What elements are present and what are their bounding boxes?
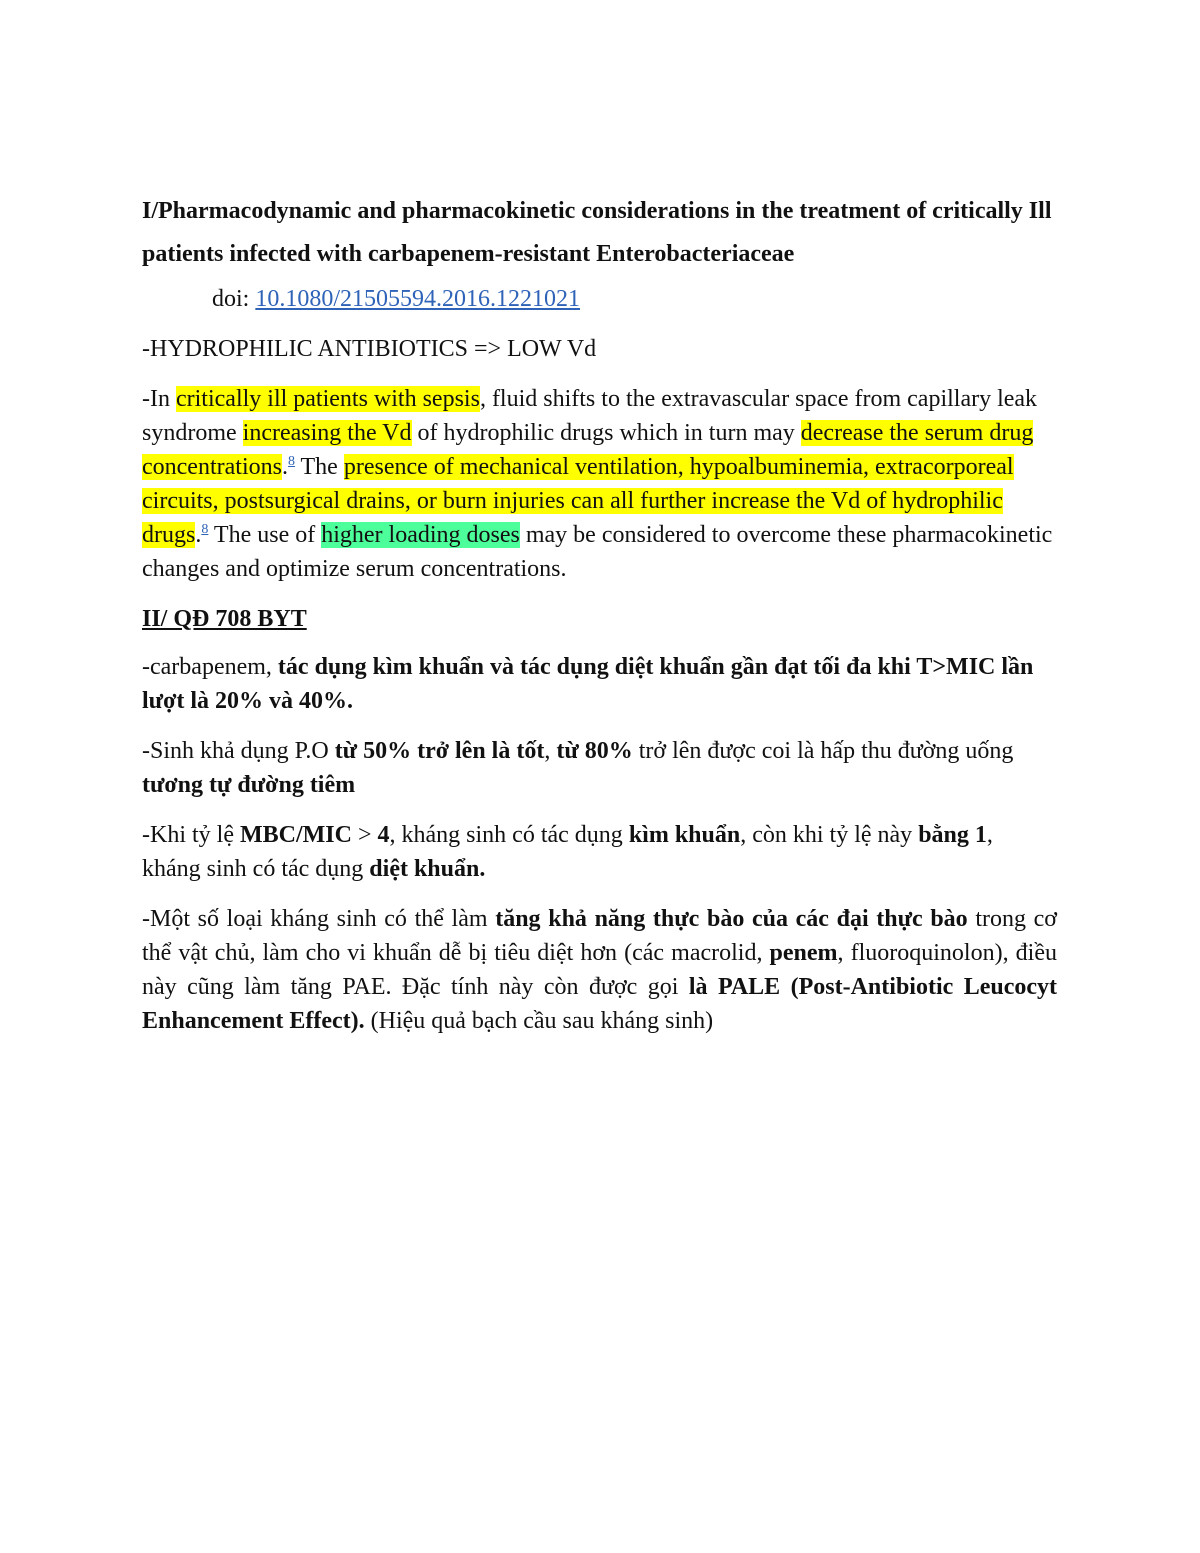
p4-text-4: , còn khi tỷ lệ này [740,822,919,848]
paragraph-sepsis [142,382,1057,586]
paragraph-pale [142,902,1057,1038]
p4-text-1: -Khi tỷ lệ [142,822,240,848]
p5-bold-2: penem [769,940,838,966]
p4-bold-3: kìm khuẩn [628,822,741,848]
paragraph-bioavailability [142,734,1057,802]
p1-text-4: . [281,454,288,480]
reference-link-1[interactable]: 8 [287,454,295,469]
p5-bold-1: tăng khả năng thực bào của các đại thực bào [495,906,968,932]
p3-bold-3: tương tự đường tiêm [142,772,356,798]
p4-bold-1: MBC/MIC [239,822,352,848]
p1-text-3: of hydrophilic drugs which in turn may [411,420,801,446]
doi-label: doi: [212,286,256,312]
doi-line [212,284,1057,314]
p3-bold-1: từ 50% trở lên là tốt [334,738,545,764]
document-page [142,190,1057,1054]
paragraph-carbapenem [142,650,1057,718]
p3-text-1: -Sinh khả dụng P.O [142,738,335,764]
p4-text-2: > [351,822,378,848]
p2-text-1: -carbapenem, [142,654,278,680]
p4-text-5: , kháng sinh có tác dụng [142,822,993,882]
p4-bold-5: diệt khuẩn. [369,856,486,882]
p2-bold-1: tác dụng kìm khuẩn và tác dụng diệt khuẩn gần đạt tối đa khi T>MIC lần lượt là 20% và 40%. [142,654,1034,714]
paragraph-mbc-mic [142,818,1057,886]
p1-highlight-green: higher loading doses [321,522,520,548]
section-2-heading: II/ QĐ 708 BYT [142,606,307,632]
reference-link-2[interactable]: 8 [201,522,209,537]
p3-text-3: trở lên được coi là hấp thu đường uống [632,738,1014,764]
p1-text-6: . [195,522,202,548]
p1-text-8: may be considered to overcome these pharmacokinetic changes and optimize serum concentrations. [142,522,1053,582]
p1-text-1: -In [142,386,176,412]
p5-bold-3: là PALE (Post-Antibiotic Leucocyt Enhancement Effect). [142,974,1058,1034]
p5-text-3: , fluoroquinolon), điều này cũng làm tăng PAE. Đặc tính này còn được gọi [142,940,1057,1000]
p1-highlight-3: decrease the serum drug concentrations [142,420,1034,480]
p5-text-4: (Hiệu quả bạch cầu sau kháng sinh) [364,1008,714,1034]
p4-bold-4: bằng 1 [918,822,987,848]
hydrophilic-heading: -HYDROPHILIC ANTIBIOTICS => LOW Vd [142,336,597,362]
p1-highlight-4: presence of mechanical ventilation, hypoalbuminemia, extracorporeal circuits, postsurgical drains, or burn injuries can all further increase the Vd of hydrophilic drugs [142,454,1014,548]
p5-text-2: trong cơ thể vật chủ, làm cho vi khuẩn dễ bị tiêu diệt hơn (các macrolid, [142,906,1057,966]
p3-text-2: , [544,738,557,764]
p1-highlight-1: critically ill patients with sepsis [175,386,480,412]
p1-text-5: The [294,454,344,480]
p3-bold-2: từ 80% [556,738,633,764]
document-title: I/Pharmacodynamic and pharmacokinetic considerations in the treatment of critically Ill patients infected with carbapenem-resistant Enterobacteriaceae [142,198,1052,267]
p1-highlight-2: increasing the Vd [242,420,412,446]
p1-text-7: The use of [208,522,322,548]
doi-link[interactable]: 10.1080/21505594.2016.1221021 [255,286,581,312]
p5-text-1: -Một số loại kháng sinh có thể làm [142,906,496,932]
p4-bold-2: 4 [377,822,390,848]
p4-text-3: , kháng sinh có tác dụng [389,822,629,848]
p1-text-2: , fluid shifts to the extravascular space from capillary leak syndrome [142,386,1038,446]
